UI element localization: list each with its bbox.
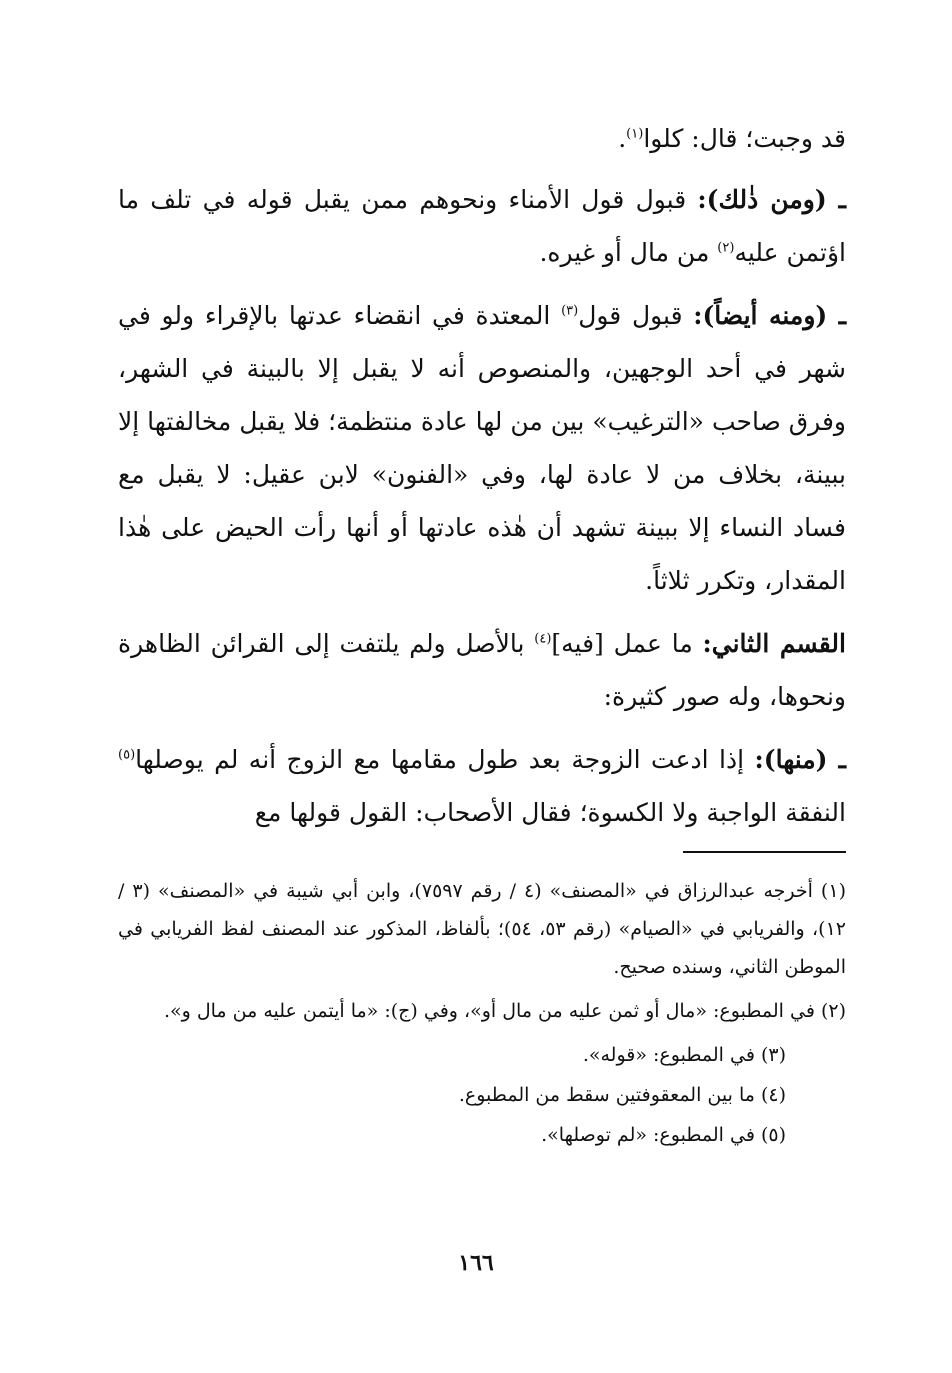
paragraph-1 xyxy=(118,112,846,165)
footnote-ref-4: (٤) xyxy=(534,631,552,647)
text-run: النفقة الواجبة ولا الكسوة؛ فقال الأصحاب: القول قولها مع xyxy=(254,798,846,827)
text-run: إذا ادعت الزوجة بعد طول مقامها مع الزوج أنه لم يوصلها xyxy=(135,745,755,774)
text-run: قبول قول الأمناء ونحوهم ممن يقبل قوله في تلف ما اؤتمن عليه xyxy=(118,185,846,267)
footnote-ref-2: (٢) xyxy=(717,240,735,256)
main-text xyxy=(118,112,846,849)
text-run: بالأصل ولم يلتفت إلى القرائن الظاهرة ونحوها، وله صور كثيرة: xyxy=(118,629,846,711)
footnote-5: (٥) في المطبوع: «لم توصلها». xyxy=(541,1124,786,1146)
paragraph-heading: ـ (ومنه أيضاً): xyxy=(693,301,847,330)
footnote-ref-5: (٥) xyxy=(118,747,136,763)
footnote-ref-3: (٣) xyxy=(561,303,579,319)
text-run: المعتدة في انقضاء عدتها بالإقراء ولو في شهر في أحد الوجهين، والمنصوص أنه لا يقبل إلا بالبينة في الشهر، وفرق صاحب «الترغيب» بين من لها عادة منتظمة؛ فلا يقبل مخالفتها إلا ببينة، بخلاف من لا عادة لها، وفي «الفنون» لابن عقيل: لا يقبل مع فساد النساء إلا ببينة تشهد أن هٰذه عادتها أو أنها رأت الحيض على هٰذا المقدار، وتكرر ثلاثاً. xyxy=(118,301,846,595)
paragraph-5 xyxy=(118,733,846,839)
footnote-4: (٤) ما بين المعقوفتين سقط من المطبوع. xyxy=(458,1084,786,1106)
text-run: قد وجبت؛ قال: كلوا xyxy=(643,124,846,153)
paragraph-3 xyxy=(118,289,846,607)
text-run: ما عمل [فيه] xyxy=(551,629,703,658)
footnote-divider xyxy=(683,851,846,853)
footnote-3: (٣) في المطبوع: «قوله». xyxy=(582,1044,786,1066)
footnotes xyxy=(118,872,846,1156)
text-run: من مال أو غيره. xyxy=(539,238,718,267)
footnote-2: (٢) في المطبوع: «مال أو ثمن عليه من مال أو»، وفي (ج): «ما أيتمن عليه من مال و». xyxy=(163,1000,846,1022)
paragraph-4 xyxy=(118,617,846,723)
footnote-1: (١) أخرجه عبدالرزاق في «المصنف» (٤ / رقم ٧٥٩٧)، وابن أبي شيبة في «المصنف» (٣ / ١٢)، والفريابي في «الصيام» (رقم ٥٣، ٥٤)؛ بألفاظ، المذكور عند المصنف لفظ الفريابي في الموطن الثاني، وسنده صحيح. xyxy=(118,880,847,978)
section-heading: القسم الثاني: xyxy=(702,629,846,658)
page-number: ١٦٦ xyxy=(458,1250,494,1276)
text-run: . xyxy=(618,124,627,153)
footnote-ref-1: (١) xyxy=(626,126,644,142)
paragraph-2 xyxy=(118,173,846,279)
paragraph-heading: ـ (ومن ذٰلك): xyxy=(697,185,846,214)
paragraph-heading: ـ (منها): xyxy=(754,745,846,774)
text-run: قبول قول xyxy=(578,301,694,330)
